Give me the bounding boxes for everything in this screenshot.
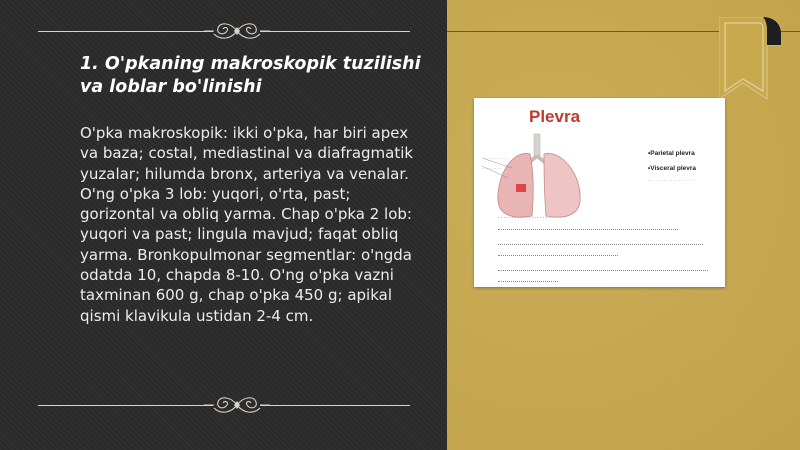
- figure-label-visceral: •Visceral plevra: [648, 165, 697, 172]
- plevra-figure: [474, 98, 725, 287]
- figure-red-heading: · · · · · · · · · · · · · · · · · · · ·: [498, 215, 553, 220]
- top-divider-right: [260, 31, 410, 32]
- figure-note-line-2: [498, 238, 703, 245]
- top-ornament-icon: [202, 18, 272, 44]
- top-divider-left: [38, 31, 213, 32]
- figure-notes: [498, 223, 718, 282]
- figure-label-parietal-line: · · · · · · · · ·: [486, 156, 508, 161]
- figure-note-line-4: [498, 264, 708, 271]
- figure-note-small: · · · · · · · · · · · · · · · · · ·: [648, 178, 693, 183]
- figure-note-line-1: [498, 223, 678, 230]
- slide-title: 1. O'pkaning makroskopik tuzilishi va loblar bo'linishi: [80, 54, 421, 97]
- figure-label-parietal: •Parietal plevra: [648, 150, 695, 157]
- bottom-divider-right: [260, 405, 410, 406]
- lungs-illustration-icon: [482, 132, 592, 227]
- figure-note-line-5: [498, 275, 558, 282]
- slide-body-text: O'pka makroskopik: ikki o'pka, har biri apex va baza; costal, mediastinal va diafragmatik yuzalar; hilumda bronx, arteriya va venalar. O'ng o'pka 3 lob: yuqori, o'rta, past; gorizontal va obliq yarma. Chap o'pka 2 lob: yuqori va past; lingula mavjud; faqat obliq yarma. Bronkopulmonar segmentlar: o'ngda odatda 10, chapda 8-10. O'ng o'pka vazni taxminan 600 g, chap o'pka 450 g; apikal qismi klavikula ustidan 2-4 cm.: [80, 124, 414, 325]
- bottom-divider-left: [38, 405, 213, 406]
- bottom-ornament-icon: [202, 392, 272, 418]
- figure-label-visceral-line: · · · · · · · ·: [482, 166, 502, 171]
- corner-ribbon-icon: [719, 17, 781, 99]
- figure-title: Plevra: [529, 107, 581, 126]
- figure-note-line-3: [498, 249, 618, 256]
